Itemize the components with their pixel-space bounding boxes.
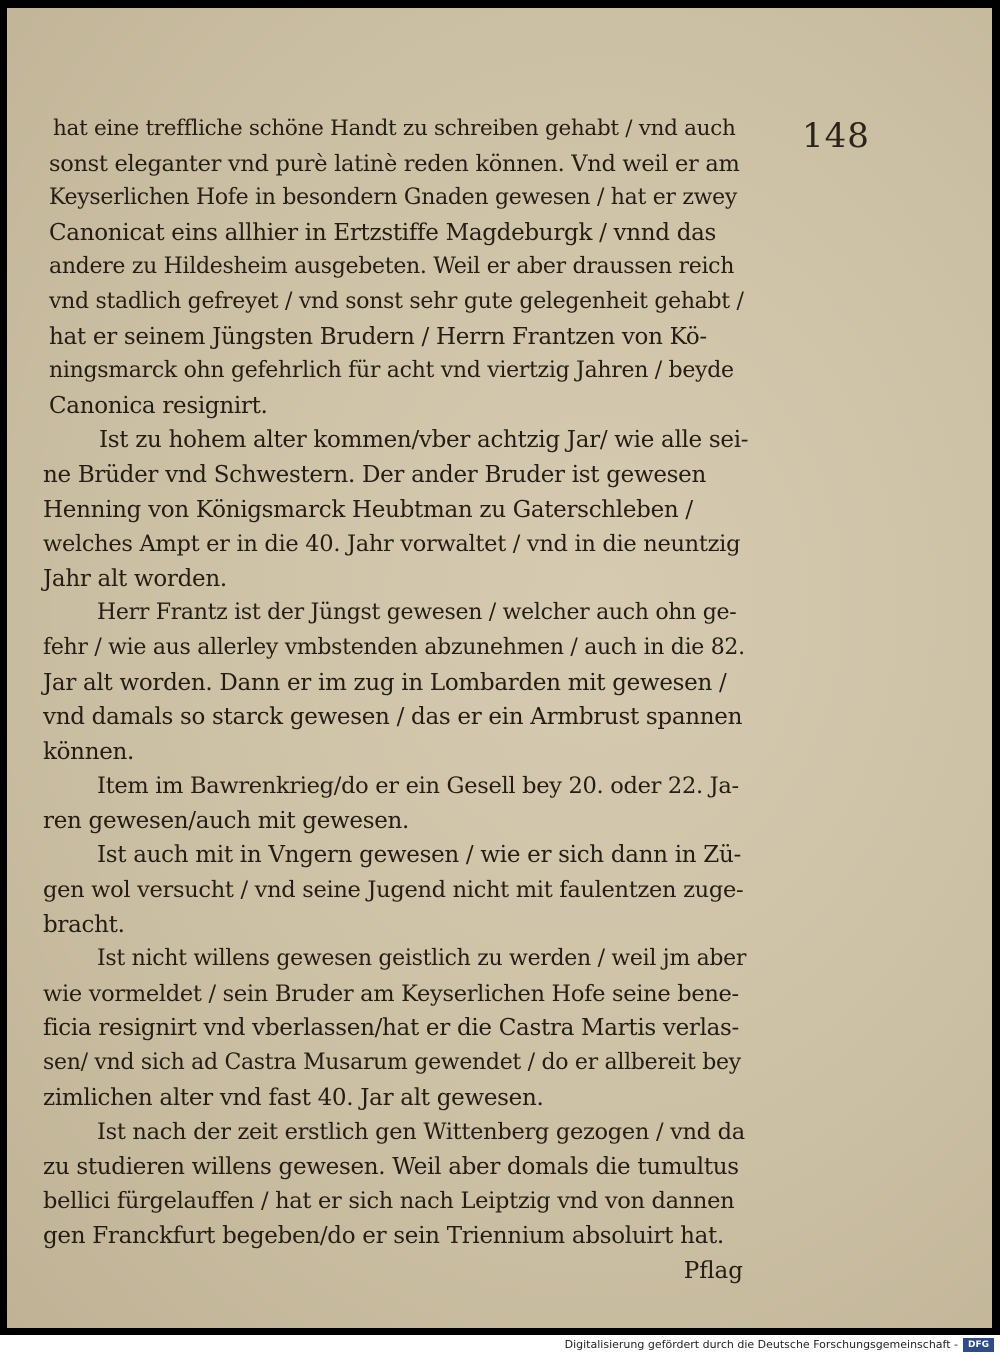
text-line: sonst eleganter vnd purè latinè reden können. Vnd weil er am [49,150,740,177]
text-line: Ist nach der zeit erstlich gen Wittenberg gezogen / vnd da [97,1119,745,1146]
catchword: Pflag [683,1257,743,1284]
text-line: Item im Bawrenkrieg/do er ein Gesell bey 20. oder 22. Ja- [97,773,739,800]
text-line: welches Ampt er in die 40. Jahr vorwaltet / vnd in die neuntzig [43,531,741,558]
text-line: Jahr alt worden. [43,565,227,592]
page-number: 148 [802,116,870,156]
text-line: bellici fürgelauffen / hat er sich nach Leiptzig vnd von dannen [43,1188,735,1215]
text-line: Jar alt worden. Dann er im zug in Lombarden mit gewesen / [43,669,727,696]
text-line: vnd stadlich gefreyet / vnd sonst sehr gute gelegenheit gehabt / [49,288,744,314]
text-line: Henning von Königsmarck Heubtman zu Gaterschleben / [43,496,693,523]
text-line: Keyserlichen Hofe in besondern Gnaden gewesen / hat er zwey [49,185,738,211]
text-line: bracht. [43,911,125,938]
text-line: ningsmarck ohn gefehrlich für acht vnd viertzig Jahren / beyde [49,358,734,384]
text-line: Herr Frantz ist der Jüngst gewesen / welcher auch ohn ge- [97,600,737,626]
text-line: können. [43,738,135,765]
text-line: wie vormeldet / sein Bruder am Keyserlichen Hofe seine bene- [43,980,739,1007]
text-line: andere zu Hildesheim ausgebeten. Weil er aber draussen reich [49,254,735,280]
text-line: Canonica resignirt. [49,392,268,419]
footer-bar [0,1336,1000,1355]
book-page [7,8,992,1328]
text-line: sen/ vnd sich ad Castra Musarum gewendet / do er allbereit bey [43,1050,741,1076]
text-line: ne Brüder vnd Schwestern. Der ander Bruder ist gewesen [43,461,707,488]
dfg-logo: DFG [963,1338,994,1352]
text-line: Ist nicht willens gewesen geistlich zu werden / weil jm aber [97,946,747,972]
text-line: ren gewesen/auch mit gewesen. [43,807,410,834]
text-line: hat eine treffliche schöne Handt zu schreiben gehabt / vnd auch [53,116,736,141]
text-block [39,112,749,1288]
text-line: ficia resignirt vnd vberlassen/hat er die Castra Martis verlas- [43,1015,740,1042]
text-line: gen wol versucht / vnd seine Jugend nicht mit faulentzen zuge- [43,877,744,904]
text-line: Ist zu hohem alter kommen/vber achtzig Jar/ wie alle sei- [99,427,749,454]
text-line: zimlichen alter vnd fast 40. Jar alt gewesen. [43,1084,544,1111]
text-line: Canonicat eins allhier in Ertzstiffe Magdeburgk / vnnd das [49,219,717,246]
text-line: hat er seinem Jüngsten Brudern / Herrn Frantzen von Kö- [49,323,707,350]
text-line: fehr / wie aus allerley vmbstenden abzunehmen / auch in die 82. [43,634,745,660]
text-line: zu studieren willens gewesen. Weil aber domals die tumultus [43,1153,739,1180]
text-line: Ist auch mit in Vngern gewesen / wie er sich dann in Zü- [97,842,741,869]
text-line: gen Franckfurt begeben/do er sein Triennium absoluirt hat. [43,1223,724,1249]
footer-credit: Digitalisierung gefördert durch die Deutsche Forschungsgemeinschaft - [564,1338,958,1351]
text-line: vnd damals so starck gewesen / das er ein Armbrust spannen [43,704,743,731]
